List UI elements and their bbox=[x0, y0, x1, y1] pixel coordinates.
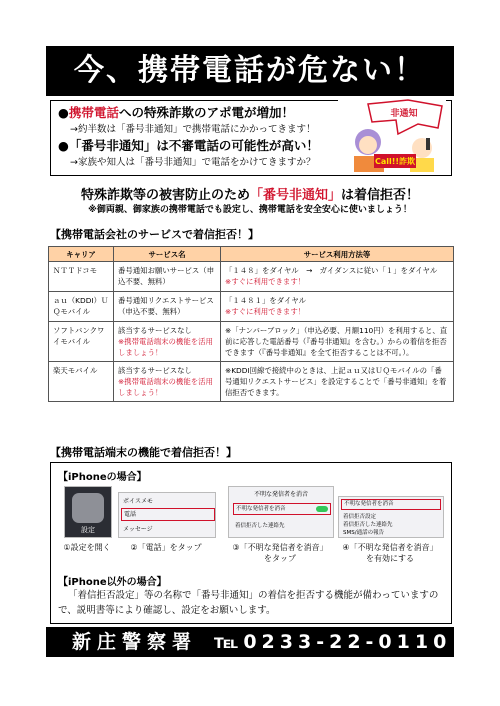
usage-cell: ※KDDI回線で接続中のときは、上記ａｕ又はＵＱモバイルの「番号通知リクエストサービス」を設定することで「番号非通知」を着信拒否できます。 bbox=[221, 362, 454, 402]
menu-item-messages: メッセージ bbox=[123, 526, 153, 533]
carrier-cell: ソフトバンクワイモバイル bbox=[49, 322, 114, 362]
usage-cell: ※「ナンバーブロック」（申込必要、月額110円）を利用すると、直前に応答した電話番号（『番号非通知』を含む。）からの着信を拒否できます（『番号非通知』を全て拒否することは不可。）。 bbox=[221, 322, 454, 362]
other-devices-text: 「着信拒否設定」等の名称で「番号非通知」の着信を拒否する機能が備わっていますので、説明書等により確認し、設定をお願いします。 bbox=[58, 590, 439, 616]
col-service: サービス名 bbox=[114, 247, 221, 262]
warning-line-2-sub: →家族や知人は「番号非通知」で電話をかけてきますか？ bbox=[70, 157, 316, 168]
warning-line-1-sub: →約半数は「番号非通知」で携帯電話にかかってきます！ bbox=[70, 124, 316, 135]
carrier-service-table bbox=[48, 246, 454, 402]
step-2-caption: ②「電話」をタップ bbox=[130, 543, 202, 552]
silence-unknown-screenshot bbox=[228, 486, 334, 538]
menu-item-phone-highlight: 電話 bbox=[121, 508, 215, 521]
screen-title: 不明な発信者を消音 bbox=[253, 491, 308, 498]
silence-toggle-screenshot bbox=[338, 496, 444, 538]
col-usage: サービス利用方法等 bbox=[221, 247, 454, 262]
footer-bar bbox=[46, 627, 454, 657]
blocked-contacts-row: 着信拒否した連絡先 bbox=[343, 522, 393, 528]
phone-menu-screenshot bbox=[118, 492, 216, 538]
step-4-caption: ④「不明な発信者を消音」 を有効にする bbox=[342, 543, 438, 563]
carrier-cell: ＮＴＴドコモ bbox=[49, 262, 114, 292]
settings-app-label: 設定 bbox=[81, 526, 95, 534]
silence-toggle-highlight: 不明な発信者を消音 bbox=[341, 499, 441, 510]
service-cell: 番号通知リクエストサービス（申込不要、無料） bbox=[114, 292, 221, 322]
warning-line-2: ●「番号非通知」は不審電話の可能性が高い！ bbox=[58, 138, 319, 153]
sms-report-row: SMS/通話の報告 bbox=[343, 530, 385, 536]
step-3-caption: ③「不明な発信者を消音」 をタップ bbox=[232, 543, 328, 563]
carrier-cell: 楽天モバイル bbox=[49, 362, 114, 402]
table-row bbox=[49, 362, 454, 402]
step-1-caption: ①設定を開く bbox=[63, 543, 111, 552]
subheadline: ※御両親、御家族の携帯電話でも設定し、携帯電話を安全安心に使いましょう！ bbox=[88, 205, 412, 215]
table-row bbox=[49, 322, 454, 362]
headline: 特殊詐欺等の被害防止のため「番号非通知」は着信拒否！ bbox=[80, 188, 420, 203]
service-cell: 該当するサービスなし ※携帯電話端末の機能を活用しましょう！ bbox=[114, 322, 221, 362]
warning-line-1: ●携帯電話への特殊詐欺のアポ電が増加！ bbox=[58, 105, 294, 120]
menu-item-voicememo: ボイスメモ bbox=[123, 498, 153, 505]
carrier-cell: ａｕ（KDDI）ＵＱモバイル bbox=[49, 292, 114, 322]
service-cell: 該当するサービスなし ※携帯電話端末の機能を活用しましょう！ bbox=[114, 362, 221, 402]
bubble-text: 非通知 bbox=[390, 109, 418, 119]
silence-row-highlight: 不明な発信者を消音 bbox=[233, 503, 331, 515]
section-carrier-title: 【携帯電話会社のサービスで着信拒否！】 bbox=[50, 228, 259, 241]
call-sagi-badge: Call!!詐欺 bbox=[374, 157, 416, 166]
col-carrier: キャリア bbox=[49, 247, 114, 262]
settings-gear-icon bbox=[72, 493, 104, 523]
other-devices-heading: 【iPhone以外の場合】 bbox=[58, 577, 167, 588]
table-header-row bbox=[49, 247, 454, 262]
table-row bbox=[49, 262, 454, 292]
settings-app-screenshot bbox=[64, 486, 112, 538]
iphone-heading: 【iPhoneの場合】 bbox=[58, 472, 147, 483]
usage-cell: 「１４８１」をダイヤル ※すぐに利用できます！ bbox=[221, 292, 454, 322]
blocked-contacts-row: 着信拒否した連絡先 bbox=[235, 523, 285, 529]
police-phone-number: ℡0233-22-0110 bbox=[214, 631, 452, 653]
block-settings-row: 着信拒否設定 bbox=[343, 514, 377, 520]
page-title: 今、携帯電話が危ない！ bbox=[46, 46, 454, 96]
usage-cell: 「１４８」をダイヤル → ガイダンスに従い「１」をダイヤル ※すぐに利用できます！ bbox=[221, 262, 454, 292]
table-row bbox=[49, 292, 454, 322]
police-station-name: 新庄警察署 bbox=[72, 631, 198, 653]
service-cell: 番号通知お願いサービス（申込不要、無料） bbox=[114, 262, 221, 292]
scam-call-illustration bbox=[338, 98, 446, 172]
section-device-title: 【携帯電話端末の機能で着信拒否！】 bbox=[50, 446, 237, 459]
